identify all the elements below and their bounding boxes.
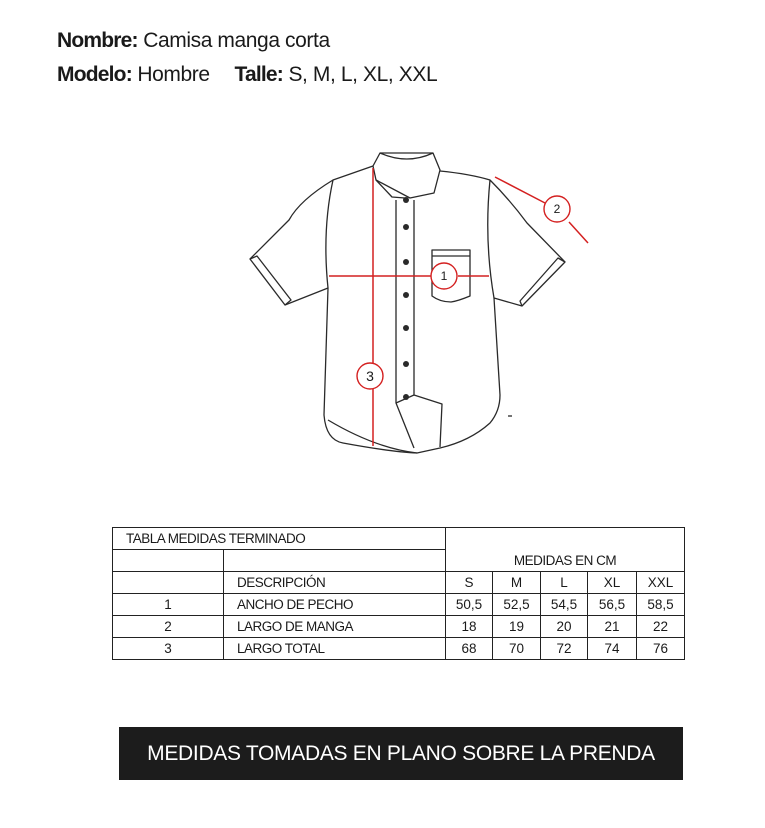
measurements-table xyxy=(112,527,685,660)
table-title: TABLA MEDIDAS TERMINADO xyxy=(113,528,446,550)
table-header-row xyxy=(113,572,685,594)
desc-header: DESCRIPCIÓN xyxy=(224,572,446,594)
unit-header: MEDIDAS EN CM xyxy=(446,550,685,572)
size-header-m: M xyxy=(493,572,541,594)
modelo-label: Modelo: xyxy=(57,63,132,86)
sleeve-length-line xyxy=(495,177,545,203)
modelo-value: Hombre xyxy=(137,63,210,86)
table-title-row xyxy=(113,528,685,550)
sleeve-length-line-end xyxy=(569,222,588,243)
product-name-line xyxy=(57,29,330,53)
nombre-value: Camisa manga corta xyxy=(143,29,330,52)
talle-label: Talle: xyxy=(234,63,283,86)
measurement-note-banner: MEDIDAS TOMADAS EN PLANO SOBRE LA PRENDA xyxy=(119,727,683,780)
table-row: 3 LARGO TOTAL 68 70 72 74 76 xyxy=(113,638,685,660)
table-unit-row xyxy=(113,550,685,572)
table-title-spacer xyxy=(446,528,685,550)
measure-markers xyxy=(357,196,570,389)
talle-value: S, M, L, XL, XXL xyxy=(288,63,438,86)
shirt-diagram xyxy=(240,140,600,460)
marker-1: 1 xyxy=(440,269,448,283)
table-row: 2 LARGO DE MANGA 18 19 20 21 22 xyxy=(113,616,685,638)
marker-3: 3 xyxy=(366,368,374,384)
size-header-s: S xyxy=(446,572,493,594)
nombre-label: Nombre: xyxy=(57,29,138,52)
size-header-xxl: XXL xyxy=(637,572,685,594)
size-header-l: L xyxy=(541,572,588,594)
placket-buttons xyxy=(403,197,409,400)
model-size-line xyxy=(57,63,437,87)
size-header-xl: XL xyxy=(588,572,637,594)
table-row: 1 ANCHO DE PECHO 50,5 52,5 54,5 56,5 58,5 xyxy=(113,594,685,616)
marker-2: 2 xyxy=(553,202,561,216)
